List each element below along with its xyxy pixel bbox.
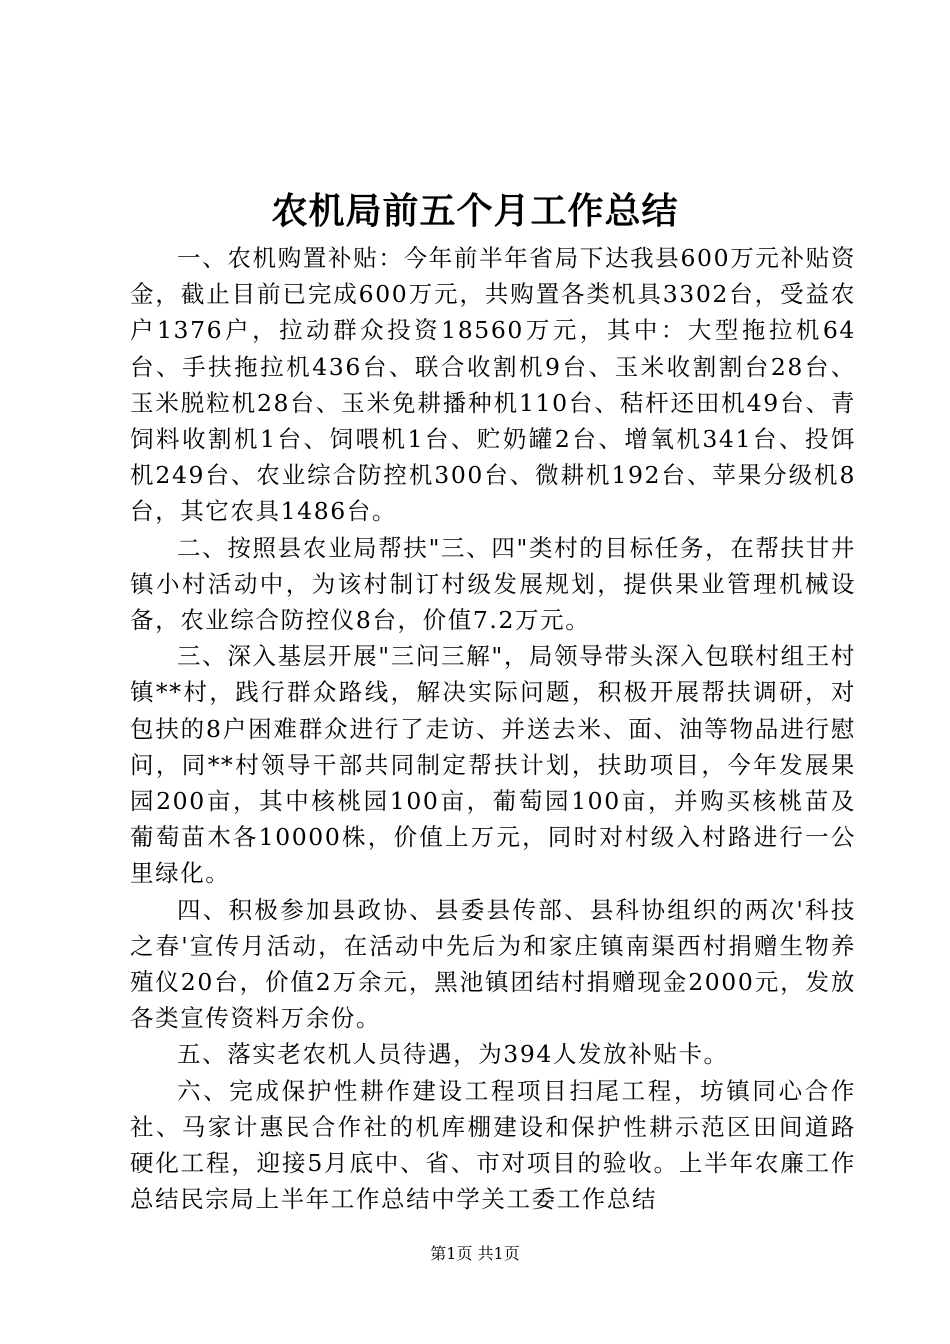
page-footer: 第1页 共1页 — [430, 1244, 520, 1263]
paragraph-5: 五、落实老农机人员待遇，为394人发放补贴卡。 — [177, 1040, 729, 1069]
paragraph-1: 一、农机购置补贴：今年前半年省局下达我县600万元补贴资金，截止目前已完成600万元，共购置各类机具3302台，受益农户1376户，拉动群众投资18560万元，其中：大型拖拉机64台、手扶拖拉机436台、联合收割机9台、玉米收割割台28台、玉米脱粒机28台、玉米免耕播种机110台、秸杆还田机49台、青饲料收割机1台、饲喂机1台、贮奶罐2台、增氧机341台、投饵机249台、农业综合防控机300台、微耕机192台、苹果分级机8台，其它农具1486台。 — [130, 244, 856, 526]
paragraph-6: 六、完成保护性耕作建设工程项目扫尾工程，坊镇同心合作社、马家计惠民合作社的机库棚建设和保护性耕示范区田间道路硬化工程，迎接5月底中、省、市对项目的验收。上半年农廉工作总结民宗局上半年工作总结中学关工委工作总结 — [130, 1076, 856, 1214]
paragraph-2: 二、按照县农业局帮扶"三、四"类村的目标任务，在帮扶甘井镇小村活动中，为该村制订村级发展规划，提供果业管理机械设备，农业综合防控仪8台，价值7.2万元。 — [130, 533, 856, 635]
paragraph-4: 四、积极参加县政协、县委县传部、县科协组织的两次'科技之春'宣传月活动，在活动中先后为和家庄镇南渠西村捐赠生物养殖仪20台，价值2万余元，黑池镇团结村捐赠现金2000元，发放各类宣传资料万余份。 — [130, 895, 856, 1033]
document-body — [130, 240, 856, 1217]
document-title: 农机局前五个月工作总结 — [271, 190, 679, 232]
paragraph-3: 三、深入基层开展"三问三解"，局领导带头深入包联村组王村镇**村，践行群众路线，解决实际问题，积极开展帮扶调研，对包扶的8户困难群众进行了走访、并送去米、面、油等物品进行慰问，同**村领导干部共同制定帮扶计划，扶助项目，今年发展果园200亩，其中核桃园100亩，葡萄园100亩，并购买核桃苗及葡萄苗木各10000株，价值上万元，同时对村级入村路进行一公里绿化。 — [130, 642, 856, 888]
